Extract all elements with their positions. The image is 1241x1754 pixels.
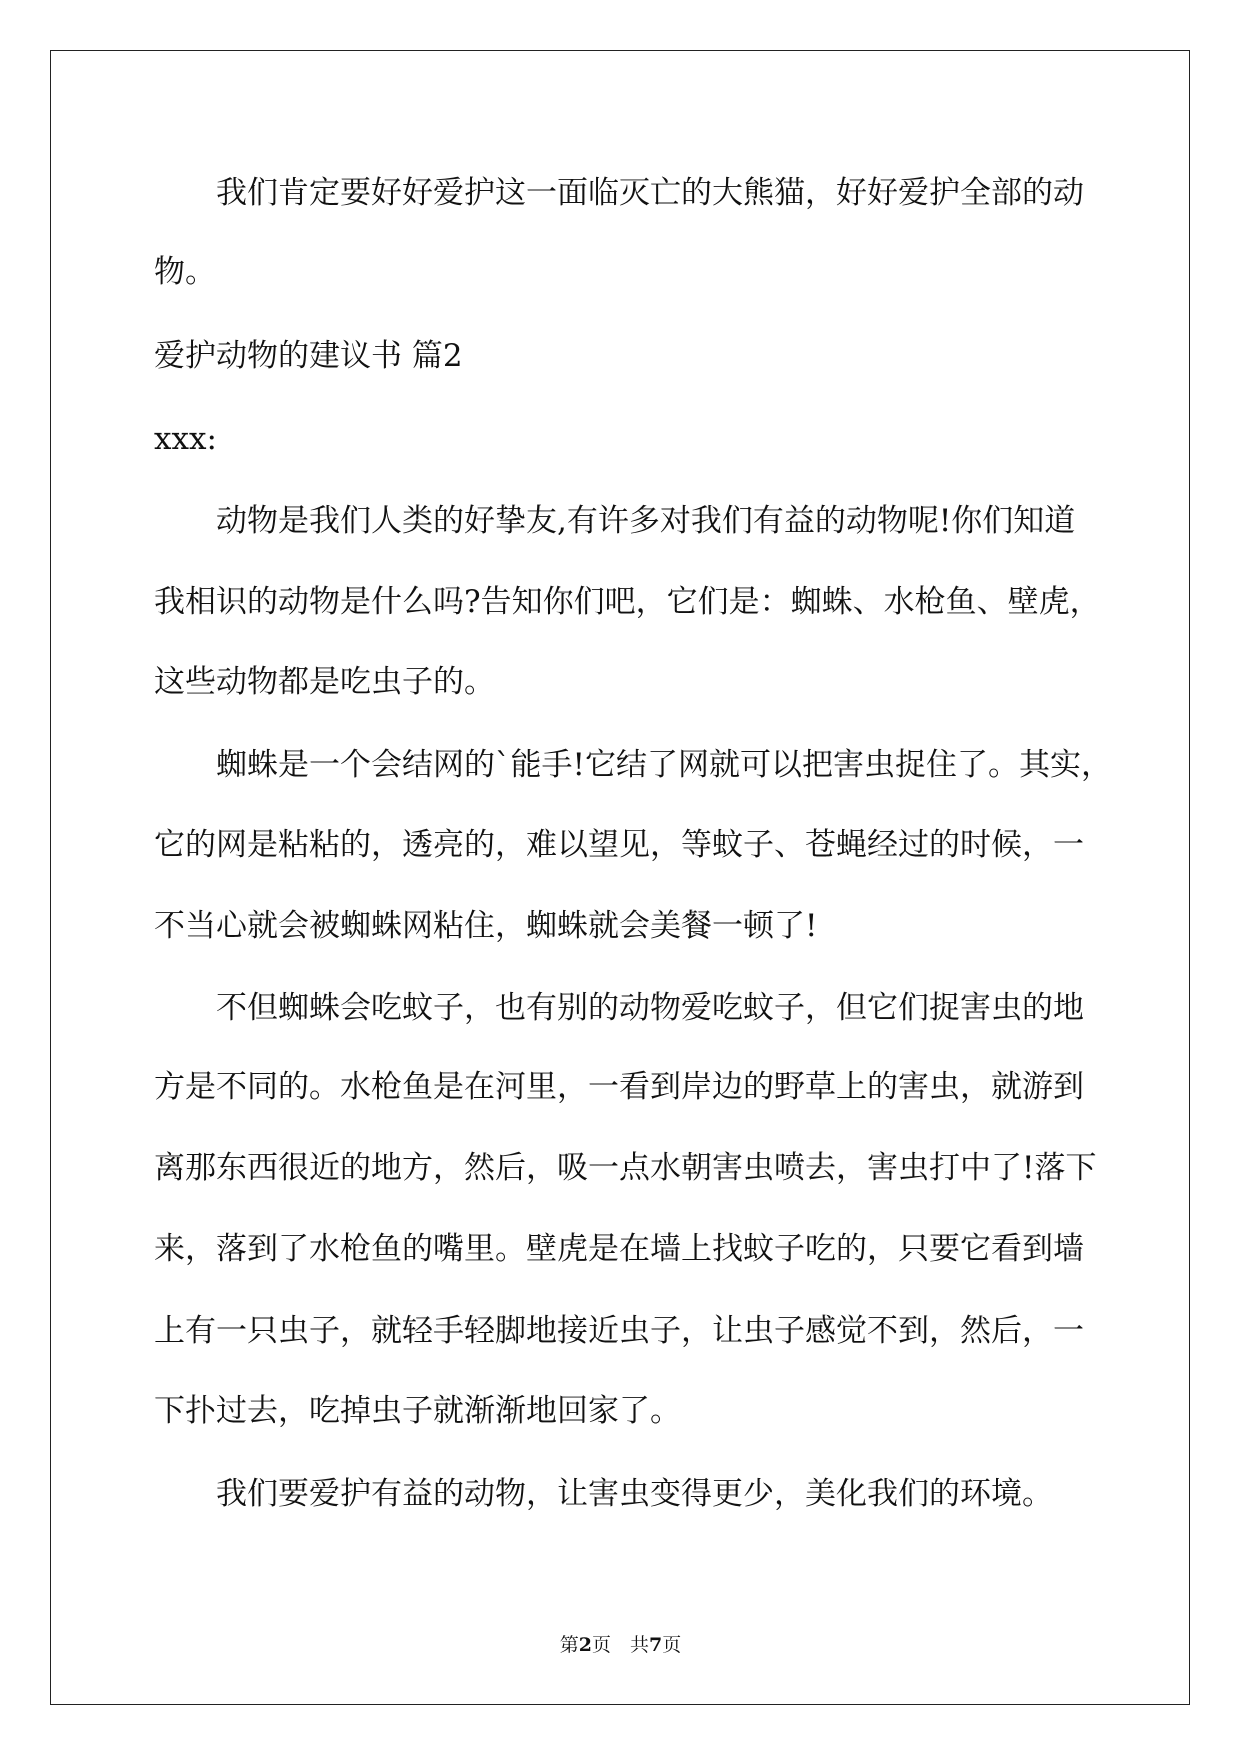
footer-prefix: 第: [559, 1634, 579, 1656]
paragraph-line: 离那东西很近的地方，然后，吸一点水朝害虫喷去，害虫打中了!落下: [154, 1150, 1097, 1186]
paragraph-line: 来，落到了水枪鱼的嘴里。壁虎是在墙上找蚊子吃的，只要它看到墙: [154, 1231, 1084, 1267]
paragraph-line: 不当心就会被蜘蛛网粘住，蜘蛛就会美餐一顿了!: [154, 908, 818, 944]
paragraph-line: 方是不同的。水枪鱼是在河里，一看到岸边的野草上的害虫，就游到: [154, 1069, 1084, 1105]
paragraph-line: 蜘蛛是一个会结网的`能手!它结了网就可以把害虫捉住了。其实，: [216, 747, 1112, 783]
footer-suffix: 页: [662, 1634, 682, 1656]
current-page-number: 2: [578, 1634, 592, 1656]
paragraph-line: 上有一只虫子，就轻手轻脚地接近虫子，让虫子感觉不到，然后，一: [154, 1313, 1084, 1349]
paragraph-line: 物。: [154, 254, 216, 290]
page-border: [50, 50, 1190, 1705]
salutation: xxx:: [154, 421, 217, 457]
section-title: 爱护动物的建议书 篇2: [154, 338, 463, 374]
paragraph-line: 我们要爱护有益的动物，让害虫变得更少，美化我们的环境。: [216, 1476, 1053, 1512]
paragraph-line: 我相识的动物是什么吗?告知你们吧，它们是：蜘蛛、水枪鱼、壁虎，: [154, 584, 1101, 620]
total-pages-number: 7: [649, 1634, 663, 1656]
paragraph-line: 它的网是粘粘的，透亮的，难以望见，等蚊子、苍蝇经过的时候，一: [154, 827, 1084, 863]
footer-middle: 页 共: [591, 1634, 649, 1656]
paragraph-line: 下扑过去，吃掉虫子就渐渐地回家了。: [154, 1393, 681, 1429]
paragraph-line: 我们肯定要好好爱护这一面临灭亡的大熊猫，好好爱护全部的动: [216, 175, 1084, 211]
paragraph-line: 这些动物都是吃虫子的。: [154, 664, 495, 700]
paragraph-line: 动物是我们人类的好挚友,有许多对我们有益的动物呢!你们知道: [216, 503, 1076, 539]
paragraph-line: 不但蜘蛛会吃蚊子，也有别的动物爱吃蚊子，但它们捉害虫的地: [216, 990, 1084, 1026]
page-footer: [0, 1632, 1241, 1658]
